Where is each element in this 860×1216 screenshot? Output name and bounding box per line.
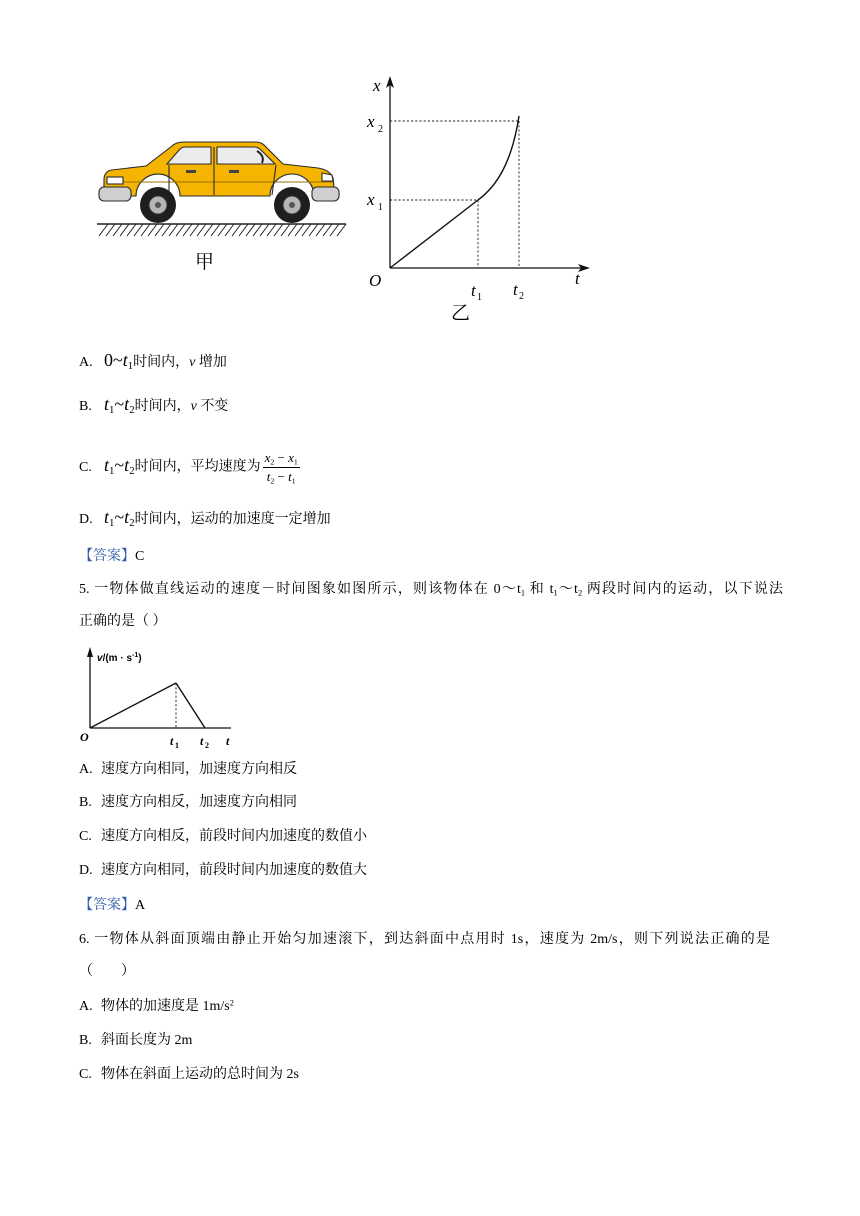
option-label: B. [79, 795, 92, 810]
den-operator: − [274, 469, 289, 484]
option-text: 速度方向相反，加速度方向相同 [101, 795, 297, 810]
answer-value: A [135, 898, 146, 913]
stem-sub: 1 [520, 588, 526, 598]
range-start-var: t [104, 454, 110, 475]
q6-stem-line-2: （ ） [79, 964, 135, 979]
q5-stem-line-1 [79, 580, 783, 600]
range-start-var: t [104, 507, 110, 527]
range-start-sub: 1 [109, 517, 115, 530]
option-label: A. [79, 762, 93, 777]
t2-label-sub: 2 [519, 291, 524, 302]
answer-tag: 【答案】 [79, 898, 135, 913]
num-var: x [264, 450, 271, 465]
time-range [104, 507, 135, 530]
ground-hatching [99, 224, 346, 236]
time-range [104, 455, 135, 475]
num-var: x [288, 450, 294, 465]
stem-text: 和 t [525, 582, 554, 597]
vt-t2-label-sub: 2 [205, 741, 209, 750]
range-tilde: ~ [114, 454, 125, 475]
front-door-handle [229, 170, 239, 173]
option-label: D. [79, 863, 93, 878]
q5-option-c [79, 827, 367, 847]
stem-text: 两段时间内的运动，以下说法 [582, 582, 784, 597]
option-text: 速度方向相同，前段时间内加速度的数值大 [101, 863, 367, 878]
q4-option-d [79, 507, 331, 530]
option-text: 斜面长度为 2m [101, 1033, 193, 1048]
q4-option-b [79, 394, 228, 417]
answer-value: C [135, 549, 145, 564]
range-end-var: t [124, 394, 130, 414]
x2-label-sub: 2 [378, 124, 383, 135]
option-label: B. [79, 399, 92, 414]
range-end-sub: 1 [127, 360, 134, 373]
vt-t1-label-sub: 1 [175, 741, 179, 750]
range-end-sub: 2 [129, 464, 135, 477]
range-end-var: t [122, 350, 128, 370]
option-text: 时间内， [134, 399, 191, 414]
stem-text: 5. 一物体做直线运动的速度－时间图象如图所示，则该物体在 0～t [79, 582, 521, 597]
range-start-sub: 1 [109, 404, 115, 417]
average-velocity-fraction [263, 450, 300, 485]
option-text: 物体在斜面上运动的总时间为 2s [101, 1067, 299, 1082]
option-label: C. [79, 1067, 92, 1082]
car-caption: 甲 [195, 252, 215, 273]
option-text: 速度方向相同，加速度方向相反 [101, 762, 297, 777]
q5-option-b [79, 793, 297, 813]
vt-t2-label: t [200, 734, 204, 748]
num-operator: − [274, 450, 289, 465]
time-range [104, 394, 135, 417]
vt-graph [75, 642, 240, 752]
t1-label: t [471, 281, 476, 300]
num-sub: 1 [293, 457, 298, 467]
x1-label: x [367, 190, 375, 209]
range-tilde: ~ [114, 394, 125, 414]
option-text: 时间内， [133, 355, 190, 370]
q5-stem-line-2: 正确的是（ ） [79, 614, 167, 629]
den-var: t [266, 469, 271, 484]
option-text: 物体的加速度是 1m/s [101, 999, 230, 1014]
xt-graph [355, 70, 600, 330]
q6-option-c [79, 1065, 299, 1085]
vt-x-axis-label: t [226, 734, 230, 748]
q6-stem-line-1: 6. 一物体从斜面顶端由静止开始匀加速滚下，到达斜面中点用时 1s，速度为 2m/s，则下列说法正确的是 [79, 932, 770, 947]
vt-accelerating-segment [90, 683, 176, 728]
front-wheel-center [289, 202, 295, 208]
unit-open: /(m · s [102, 653, 133, 664]
option-label: A. [79, 999, 93, 1014]
q4-option-c [79, 450, 300, 485]
xt-curved-segment [478, 116, 519, 200]
vt-origin-label: O [80, 730, 89, 744]
vt-decelerating-segment [176, 683, 205, 728]
option-label: C. [79, 459, 92, 475]
velocity-symbol: v [97, 653, 103, 664]
rear-bumper [99, 187, 131, 201]
stem-sub: 2 [577, 588, 583, 598]
range-tilde: ~ [113, 350, 123, 370]
option-text: 速度方向相反，前段时间内加速度的数值小 [101, 829, 367, 844]
velocity-symbol: v [190, 399, 197, 414]
option-label: C. [79, 829, 92, 844]
option-label: B. [79, 1033, 92, 1048]
car-illustration [90, 130, 355, 275]
t1-label-sub: 1 [477, 292, 482, 303]
vt-y-axis-label [97, 652, 142, 664]
origin-label: O [369, 271, 382, 290]
t2-label: t [513, 280, 518, 299]
rear-door-handle [186, 170, 196, 173]
answer-tag: 【答案】 [79, 549, 135, 564]
fraction-numerator [263, 450, 300, 468]
q5-option-d [79, 861, 367, 881]
front-bumper [312, 187, 339, 201]
range-tilde: ~ [114, 507, 125, 527]
time-range [104, 350, 134, 373]
graph-caption: 乙 [451, 303, 471, 324]
q5-answer [79, 896, 145, 916]
velocity-symbol: v [189, 355, 196, 370]
taillight [107, 177, 123, 184]
q4-answer [79, 547, 144, 567]
unit-exponent: 2 [229, 998, 234, 1008]
vt-t1-label: t [170, 734, 174, 748]
range-start-sub: 1 [109, 464, 115, 477]
y-axis-label: x [373, 76, 381, 95]
unit-close: ) [138, 653, 142, 664]
den-var: t [288, 469, 292, 484]
xt-linear-segment [390, 200, 478, 268]
unit-exponent: -1 [132, 652, 139, 659]
range-start-var: t [104, 394, 110, 414]
x1-label-sub: 1 [378, 202, 383, 213]
range-end-sub: 2 [129, 404, 135, 417]
option-text: 增加 [195, 355, 227, 370]
range-end-var: t [124, 507, 130, 527]
den-sub: 2 [270, 476, 275, 486]
stem-sub: 1 [553, 588, 558, 598]
option-text: 不变 [196, 399, 229, 414]
q4-option-a [79, 350, 227, 373]
vt-y-axis-arrow [87, 647, 93, 657]
option-text: 时间内，运动的加速度一定增加 [134, 512, 331, 527]
rear-wheel-center [155, 202, 161, 208]
option-label: D. [79, 512, 93, 527]
q6-option-b [79, 1031, 192, 1051]
x-axis-label: t [575, 269, 580, 288]
num-sub: 2 [270, 457, 275, 467]
fraction-denominator [263, 468, 300, 485]
range-start: 0 [104, 350, 113, 370]
q5-option-a [79, 760, 297, 780]
x2-label: x [367, 112, 375, 131]
q6-option-a [79, 997, 234, 1017]
stem-text: ～t [557, 582, 578, 597]
range-end-sub: 2 [129, 517, 135, 530]
option-label: A. [79, 355, 93, 370]
range-end-var: t [124, 454, 130, 475]
option-text: 时间内，平均速度为 [134, 459, 261, 475]
den-sub: 1 [291, 476, 296, 486]
